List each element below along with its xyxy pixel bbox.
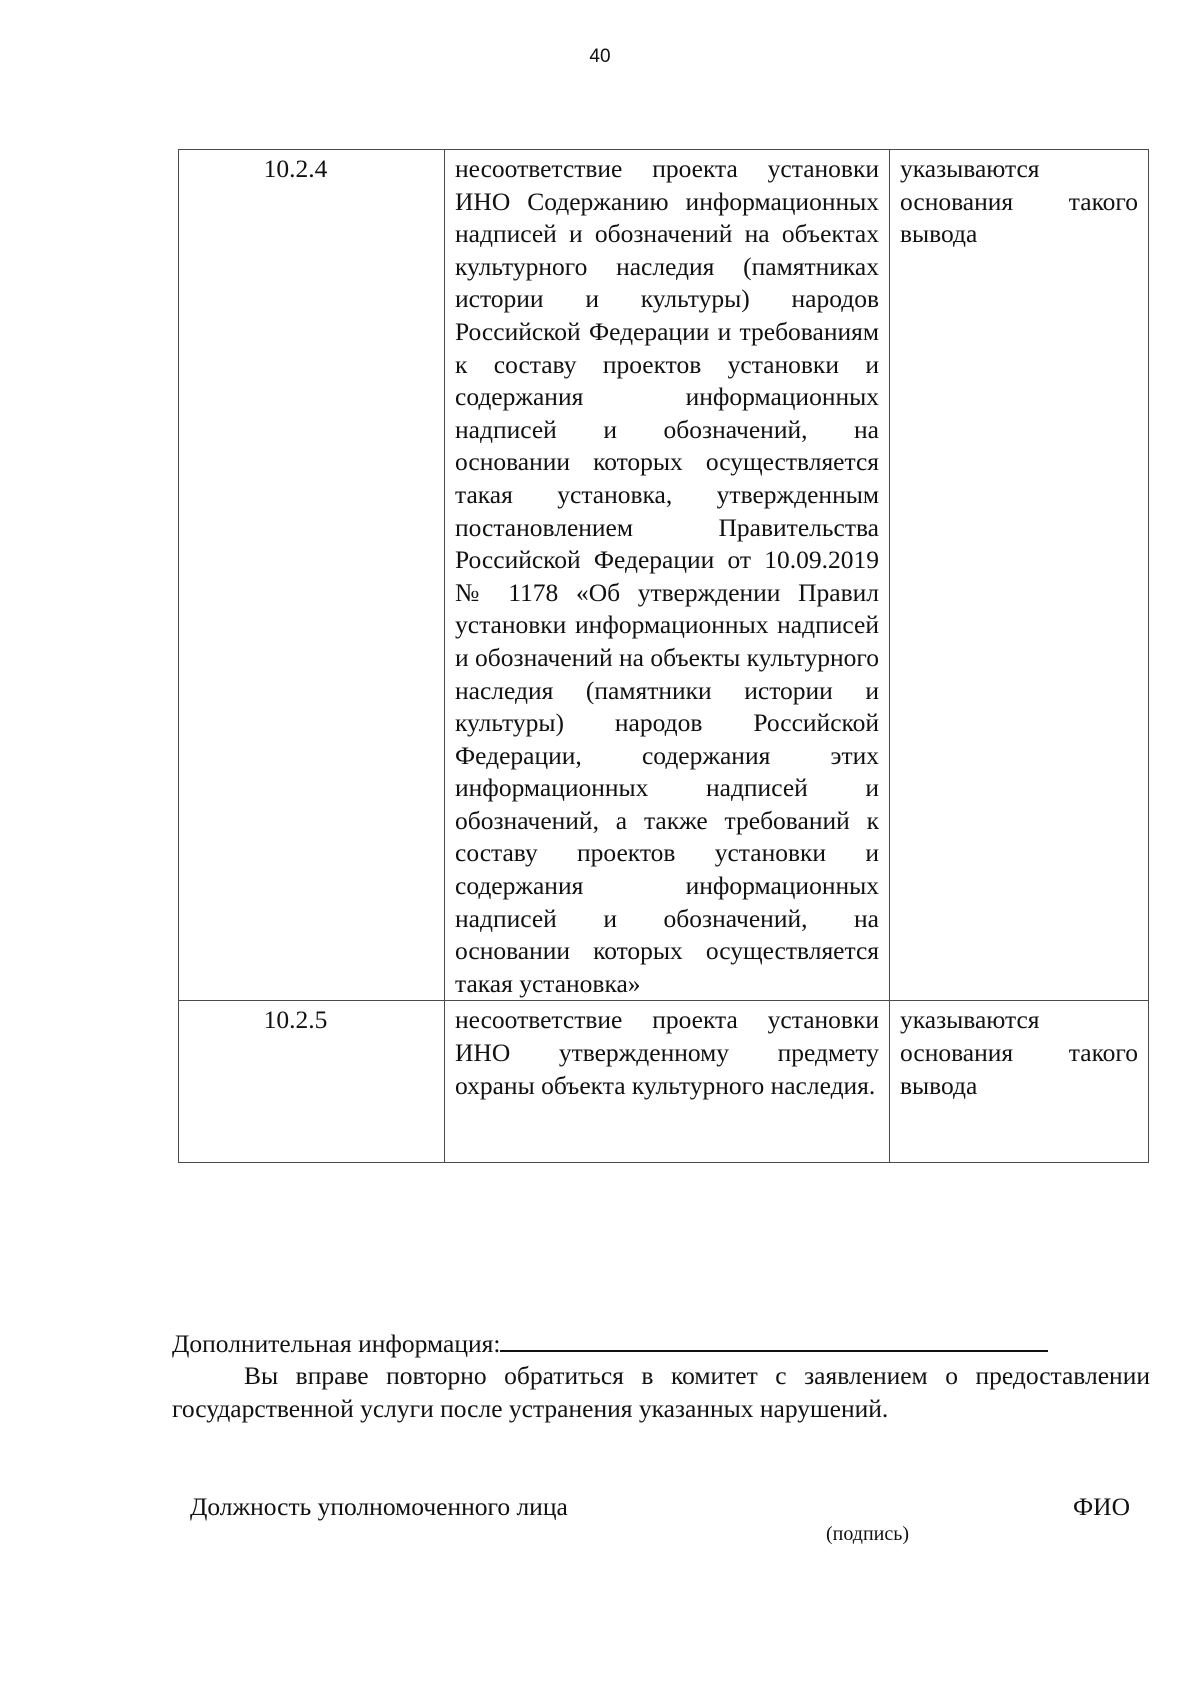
additional-info-blank-line xyxy=(500,1328,1048,1352)
notice-paragraph: Вы вправе повторно обратиться в комитет с заявлением о предоставлении государственной услуги после устранения указанных нарушений. xyxy=(172,1361,1150,1423)
grounds-table xyxy=(178,149,1149,1163)
table-row xyxy=(179,1001,1149,1163)
row-description: несоответствие проекта установки ИНО Содержанию информационных надписей и обозначений на объектах культурного наследия (памятниках истории и культуры) народов Российской Федерации и требованиям к составу проектов установки и содержания информационных надписей и обозначений, на основании которых осуществляется такая установка, утвержденным постановлением Правительства Российской Федерации от 10.09.2019 № 1178 «Об утверждении Правил установки информационных надписей и обозначений на объекты культурного наследия (памятники истории и культуры) народов Российской Федерации, содержания этих информационных надписей и обозначений, а также требований к составу проектов установки и содержания информационных надписей и обозначений, на основании которых осуществляется такая установка» xyxy=(445,150,890,1001)
row-description: несоответствие проекта установки ИНО утвержденному предмету охраны объекта культурного наследия. xyxy=(445,1001,890,1163)
signature-caption: (подпись) xyxy=(826,1523,910,1545)
official-position-label: Должность уполномоченного лица xyxy=(190,1492,568,1521)
additional-info-label: Дополнительная информация: xyxy=(172,1329,501,1358)
row-code: 10.2.5 xyxy=(179,1001,445,1163)
additional-info xyxy=(172,1328,1048,1360)
row-note: указываются основания такого вывода xyxy=(890,1001,1149,1163)
row-note: указываются основания такого вывода xyxy=(890,150,1149,1001)
table-row xyxy=(179,150,1149,1001)
row-code: 10.2.4 xyxy=(179,150,445,1001)
page-number: 40 xyxy=(589,46,611,67)
official-name-label: ФИО xyxy=(1073,1492,1130,1521)
